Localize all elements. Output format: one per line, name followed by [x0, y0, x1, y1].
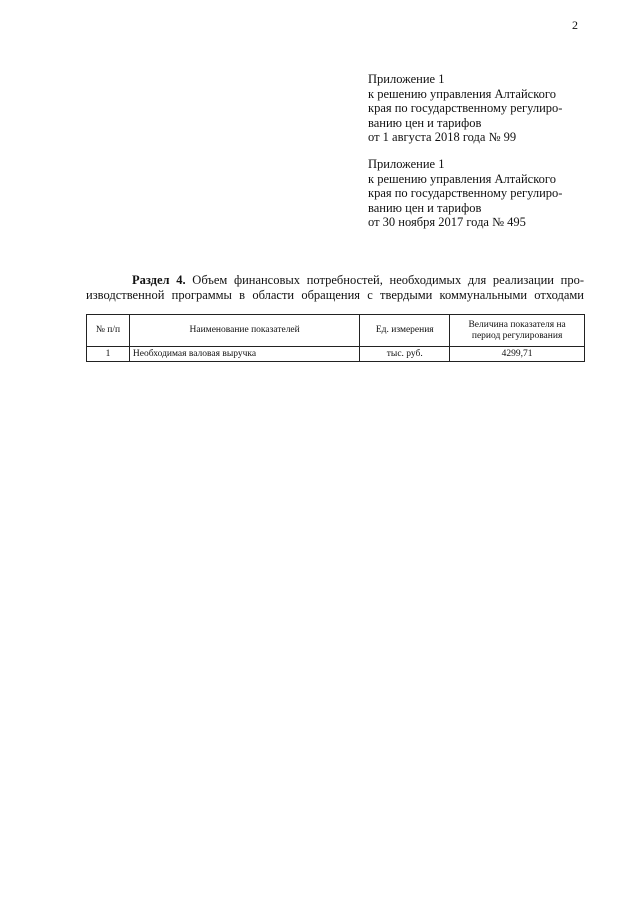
appendix-ref-line: к решению управления Алтайского [368, 171, 556, 186]
appendix-ref-line: края по государственному регулиро- [368, 186, 563, 200]
indicators-table [86, 314, 585, 362]
section-label: Раздел 4. [132, 273, 186, 287]
header-unit: Ед. измерения [360, 315, 450, 347]
appendix-ref-line: ванию цен и тарифов [368, 200, 482, 215]
appendix-ref-line: ванию цен и тарифов [368, 115, 482, 130]
header-value: Величина показателя на период регулирования [450, 315, 585, 347]
appendix-title: Приложение 1 [368, 157, 445, 171]
section-title-part2: изводственной программы в области обращения с твердыми коммунальными отходами [86, 287, 584, 302]
table-header-row [87, 315, 585, 347]
cell-unit: тыс. руб. [360, 347, 450, 362]
cell-num: 1 [87, 347, 130, 362]
appendix-date: от 30 ноября 2017 года № 495 [368, 215, 526, 229]
appendix-header-current [368, 72, 608, 145]
appendix-title: Приложение 1 [368, 72, 445, 86]
table-row [87, 347, 585, 362]
header-num: № п/п [87, 315, 130, 347]
cell-name: Необходимая валовая выручка [129, 347, 359, 362]
appendix-ref-line: края по государственному регулиро- [368, 101, 563, 115]
section-heading [86, 273, 584, 302]
appendix-ref-line: к решению управления Алтайского [368, 86, 556, 101]
header-name: Наименование показателей [129, 315, 359, 347]
page-number: 2 [572, 18, 578, 32]
appendix-date: от 1 августа 2018 года № 99 [368, 130, 517, 144]
appendix-header-original [368, 157, 608, 230]
cell-value: 4299,71 [450, 347, 585, 362]
section-title-part1: Объем финансовых потребностей, необходимых для реализации про- [192, 273, 584, 287]
